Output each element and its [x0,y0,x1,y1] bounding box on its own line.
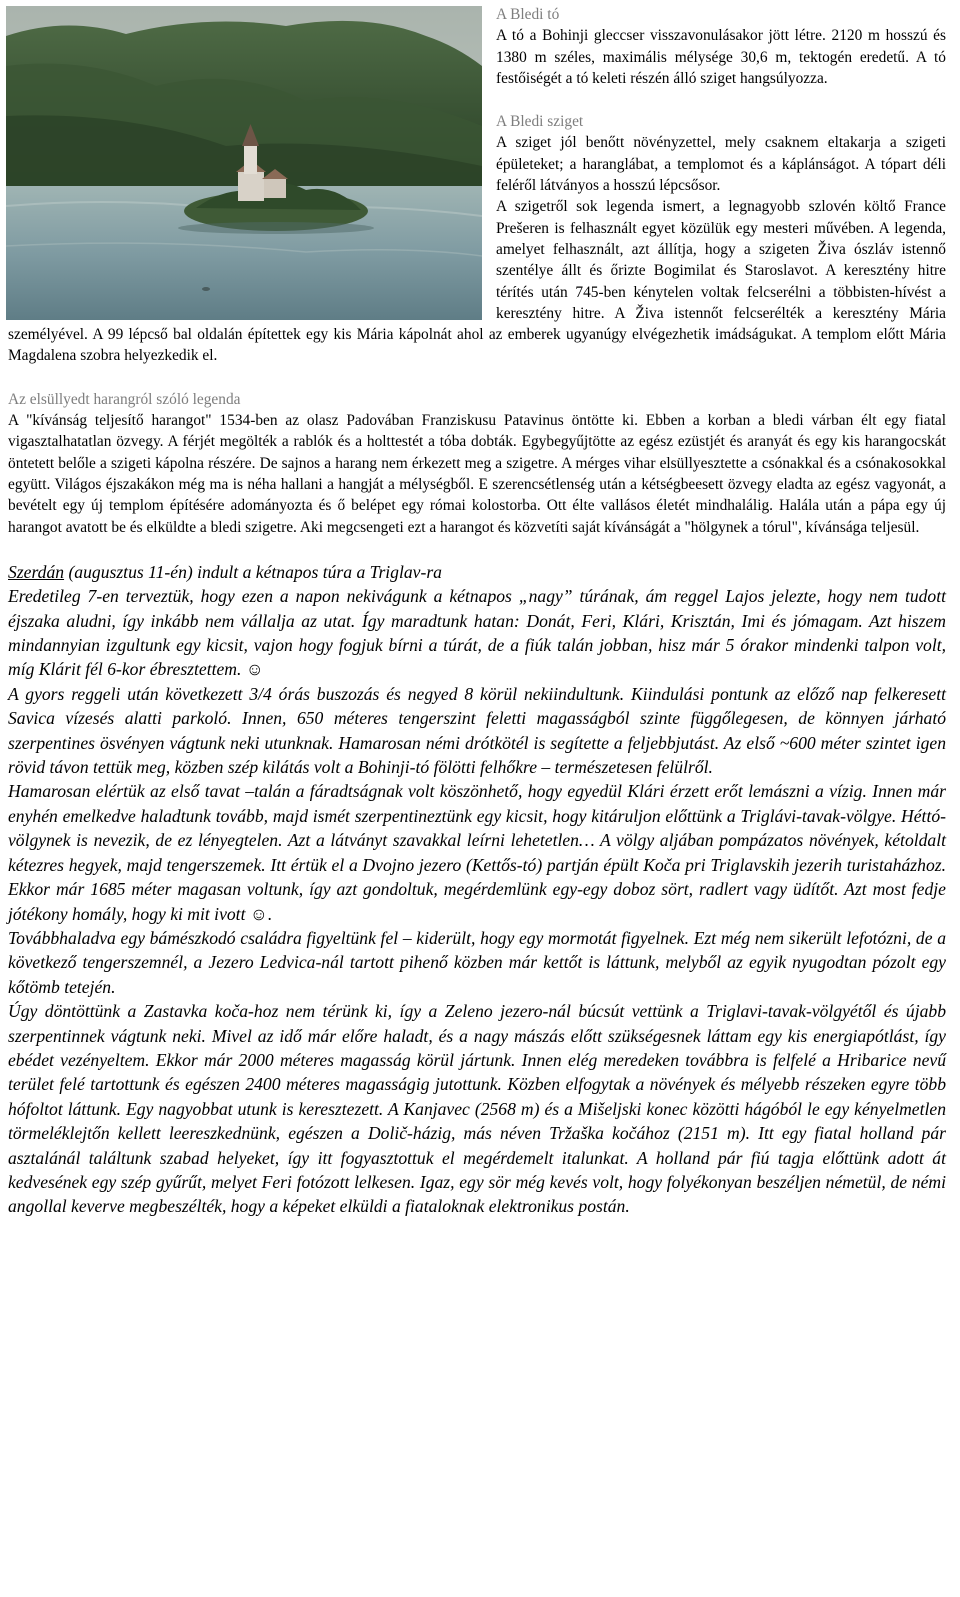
szerda-p1: Eredetileg 7-en terveztük, hogy ezen a napon nekivágunk a kétnapos „nagy” túrának, ám reggel Lajos jelezte, hogy nem tudott éjszaka aludni, így inkább nem vállalja az utat. Így maradtunk hatan: Donát, Feri, Klári, Krisztán, Imi és jómagam. Azt hiszem mindannyian izgultunk egy kicsit, vajon hogy fogjuk bírni a túrát, de a fiúk talán jobban, hisz már 5 órakor mindenki talpon volt, míg Klárit fél 6-kor ébresztettem. ☺ [8,586,946,680]
szerda-section [8,560,946,1219]
szerda-heading [8,560,946,584]
bled-to-title: A Bledi tó [496,6,560,23]
bled-sziget-text1: A sziget jól benőtt növényzettel, mely csaknem eltakarja a szigeti épületeket; a haranglábat, a templomot és a káplánságot. A tópart déli feléről látványos a hosszú lépcsősor. [496,134,946,195]
bled-to-text: A tó a Bohinji gleccser visszavonulásakor jött létre. 2120 m hosszú és 1380 m széles, maximális mélysége 30,6 m, tektogén eredetű. A tó festőiségét a tó keleti részén álló sziget hangsúlyozza. [496,27,946,87]
szerda-p5: Úgy döntöttünk a Zastavka koča-hoz nem térünk ki, így a Zeleno jezero-nál búcsút vettünk a Triglavi-tavak-völgyétől és újabb szerpentinnek vágtunk neki. Mivel az idő már előre haladt, és a nagy mászás előtt szükségesnek láttam egy kis energiapótlást, így ebédet vezényeltem. Ekkor már 2000 méteres magasság körül jártunk. Innen elég meredeken továbbra is felfelé a Hribarice nevű terület felé tartottunk és egészen 2400 méteres magasságig jutottunk. Közben elfogytak a növények és mélyebb részeken egyre több hófoltot láttunk. Egy nagyobbat utunk is keresztezett. A Kanjavec (2568 m) és a Mišeljski konec közötti hágóból le egy kényelmetlen törmeléklejtőn kellett leereszkednünk, egészen a Dolič-házig, más néven Tržaška kočához (2151 m). Itt egy fiatal holland pár asztalánál találtunk szabad helyeket, így itt fogyasztottuk el megérdemelt italunkat. A holland pár fiú tagja előttünk adott át kedvesének egy szép gyűrűt, melyet Feri fotózott lelkesen. Igaz, egy sör még kevés volt, hogy folyékonyan beszéljen németül, de némi angollal keverve megbeszélték, hogy a képeket elküldi a fiataloknak elektronikus postán. [8,1001,946,1217]
harang-text: A "kívánság teljesítő harangot" 1534-ben az olasz Padovában Franziskusu Patavinus öntötte ki. Ebben a korban a bledi várban élt egy fiatal vigasztalhatatlan özvegy. A férjét megölték a rablók és a holttestét a tóba dobták. Egybegyűjtötte az egész ezüstjét és aranyát és egy kis harangocskát öntetett belőle a szigeti kápolna részére. De sajnos a harang nem érkezett meg a szigetre. A mérges vihar elsüllyesztette a csónakkal és a csónakosokkal együtt. Világos éjszakákon még ma is néha hallani a hangját a mélységből. E szerencsétlenség után a kétségbeesett özvegy eladta az egész vagyonát, a bevételt egy új templom építésére adományozta és ő belépet egy római kolostorba. Ott élte vallásos életét mindhalálig. Halála után a pápa egy új harangot avatott be és elküldte a bledi szigetre. Aki megcsengeti ezt a harangot és közvetíti saját kívánságát a "hölgynek a tórul", kívánsága teljesül. [8,412,946,536]
bled-sziget-text2: A szigetről sok legenda ismert, a legnagyobb szlovén költő France Prešeren is felhasznált egyet közülük egy mesteri művében. A legenda, amelyet felhasznált, azt állítja, hogy a szigeten Živa ószláv istennő szentélye állt és őrizte Bogimilat és Staroslavot. A keresztény hitre térítés után 745-ben kénytelen voltak felcserélni a többisten-hívést a keresztény hitre. A Živa istennőt felcserélték a keresztény Mária személyével. A 99 lépcső bal oldalán építettek egy kis Mária kápolnát ahol az emberek ugyanúgy elvégezhetik imádságukat. A templom előtt Mária Magdalena szobra helyezkedik el. [8,198,946,365]
lake-bled-illustration [6,6,482,320]
document-page [8,4,946,1219]
szerda-p3: Hamarosan elértük az első tavat –talán a fáradtságnak volt köszönhető, hogy egyedül Klári érzett erőt lemászni a vízig. Innen már enyhén emelkedve haladtunk tovább, majd ismét szerpentineztünk egy kicsit, hogy kitáruljon előttünk a Triglávi-tavak-völgye. Héttó-völgynek is nevezik, de ez lényegtelen. Azt a látványt szavakkal leírni lehetetlen… A völgy aljában pompázatos növények, kétoldalt kétezres hegyek, majd tengerszemek. Itt értük el a Dvojno jezero (Kettős-tó) partján épült Koča pri Triglavskih jezerih turistaházhoz. Ekkor már 1685 méter magasan voltunk, így azt gondoltuk, megérdemlünk egy-egy doboz sört, radlert vagy üdítőt. Azt most fedje jótékony homály, hogy ki mit ivott ☺. [8,781,946,924]
szerda-p2: A gyors reggeli után következett 3/4 órás buszozás és negyed 8 körül nekiindultunk. Kiindulási pontunk az előző nap felkeresett Savica vízesés alatti parkoló. Innen, 650 méteres tengerszint feletti magasságból szinte függőlegesen, de könnyen járható szerpentines ösvényen vágtunk neki utunknak. Hamarosan némi drótkötél is segítette a feljebbjutást. Az első ~600 méter szintet igen rövid távon tettük meg, közben szép kilátás volt a Bohinji-tó fölötti felhőkre – természetesen felülről. [8,683,946,778]
bled-sziget-title: A Bledi sziget [496,113,584,131]
harang-section [8,389,946,538]
harang-title: Az elsüllyedt harangról szóló legenda [8,390,241,408]
szerda-day: Szerdán [8,561,65,582]
szerda-p4: Továbbhaladva egy bámészkodó családra figyeltünk fel – kiderült, hogy egy mormotát figyelnek. Ezt még nem sikerült lefotózni, de a következő tengerszemnél, a Jezero Ledvica-nál tartott pihenő közben már kettőt is láttunk, melyből az egyik nyugodtan pózolt egy kőtömb tetején. [8,927,946,997]
lake-bled-photo [6,6,482,320]
szerda-heading-rest: (augusztus 11-én) indult a kétnapos túra a Triglav-ra [64,561,442,582]
